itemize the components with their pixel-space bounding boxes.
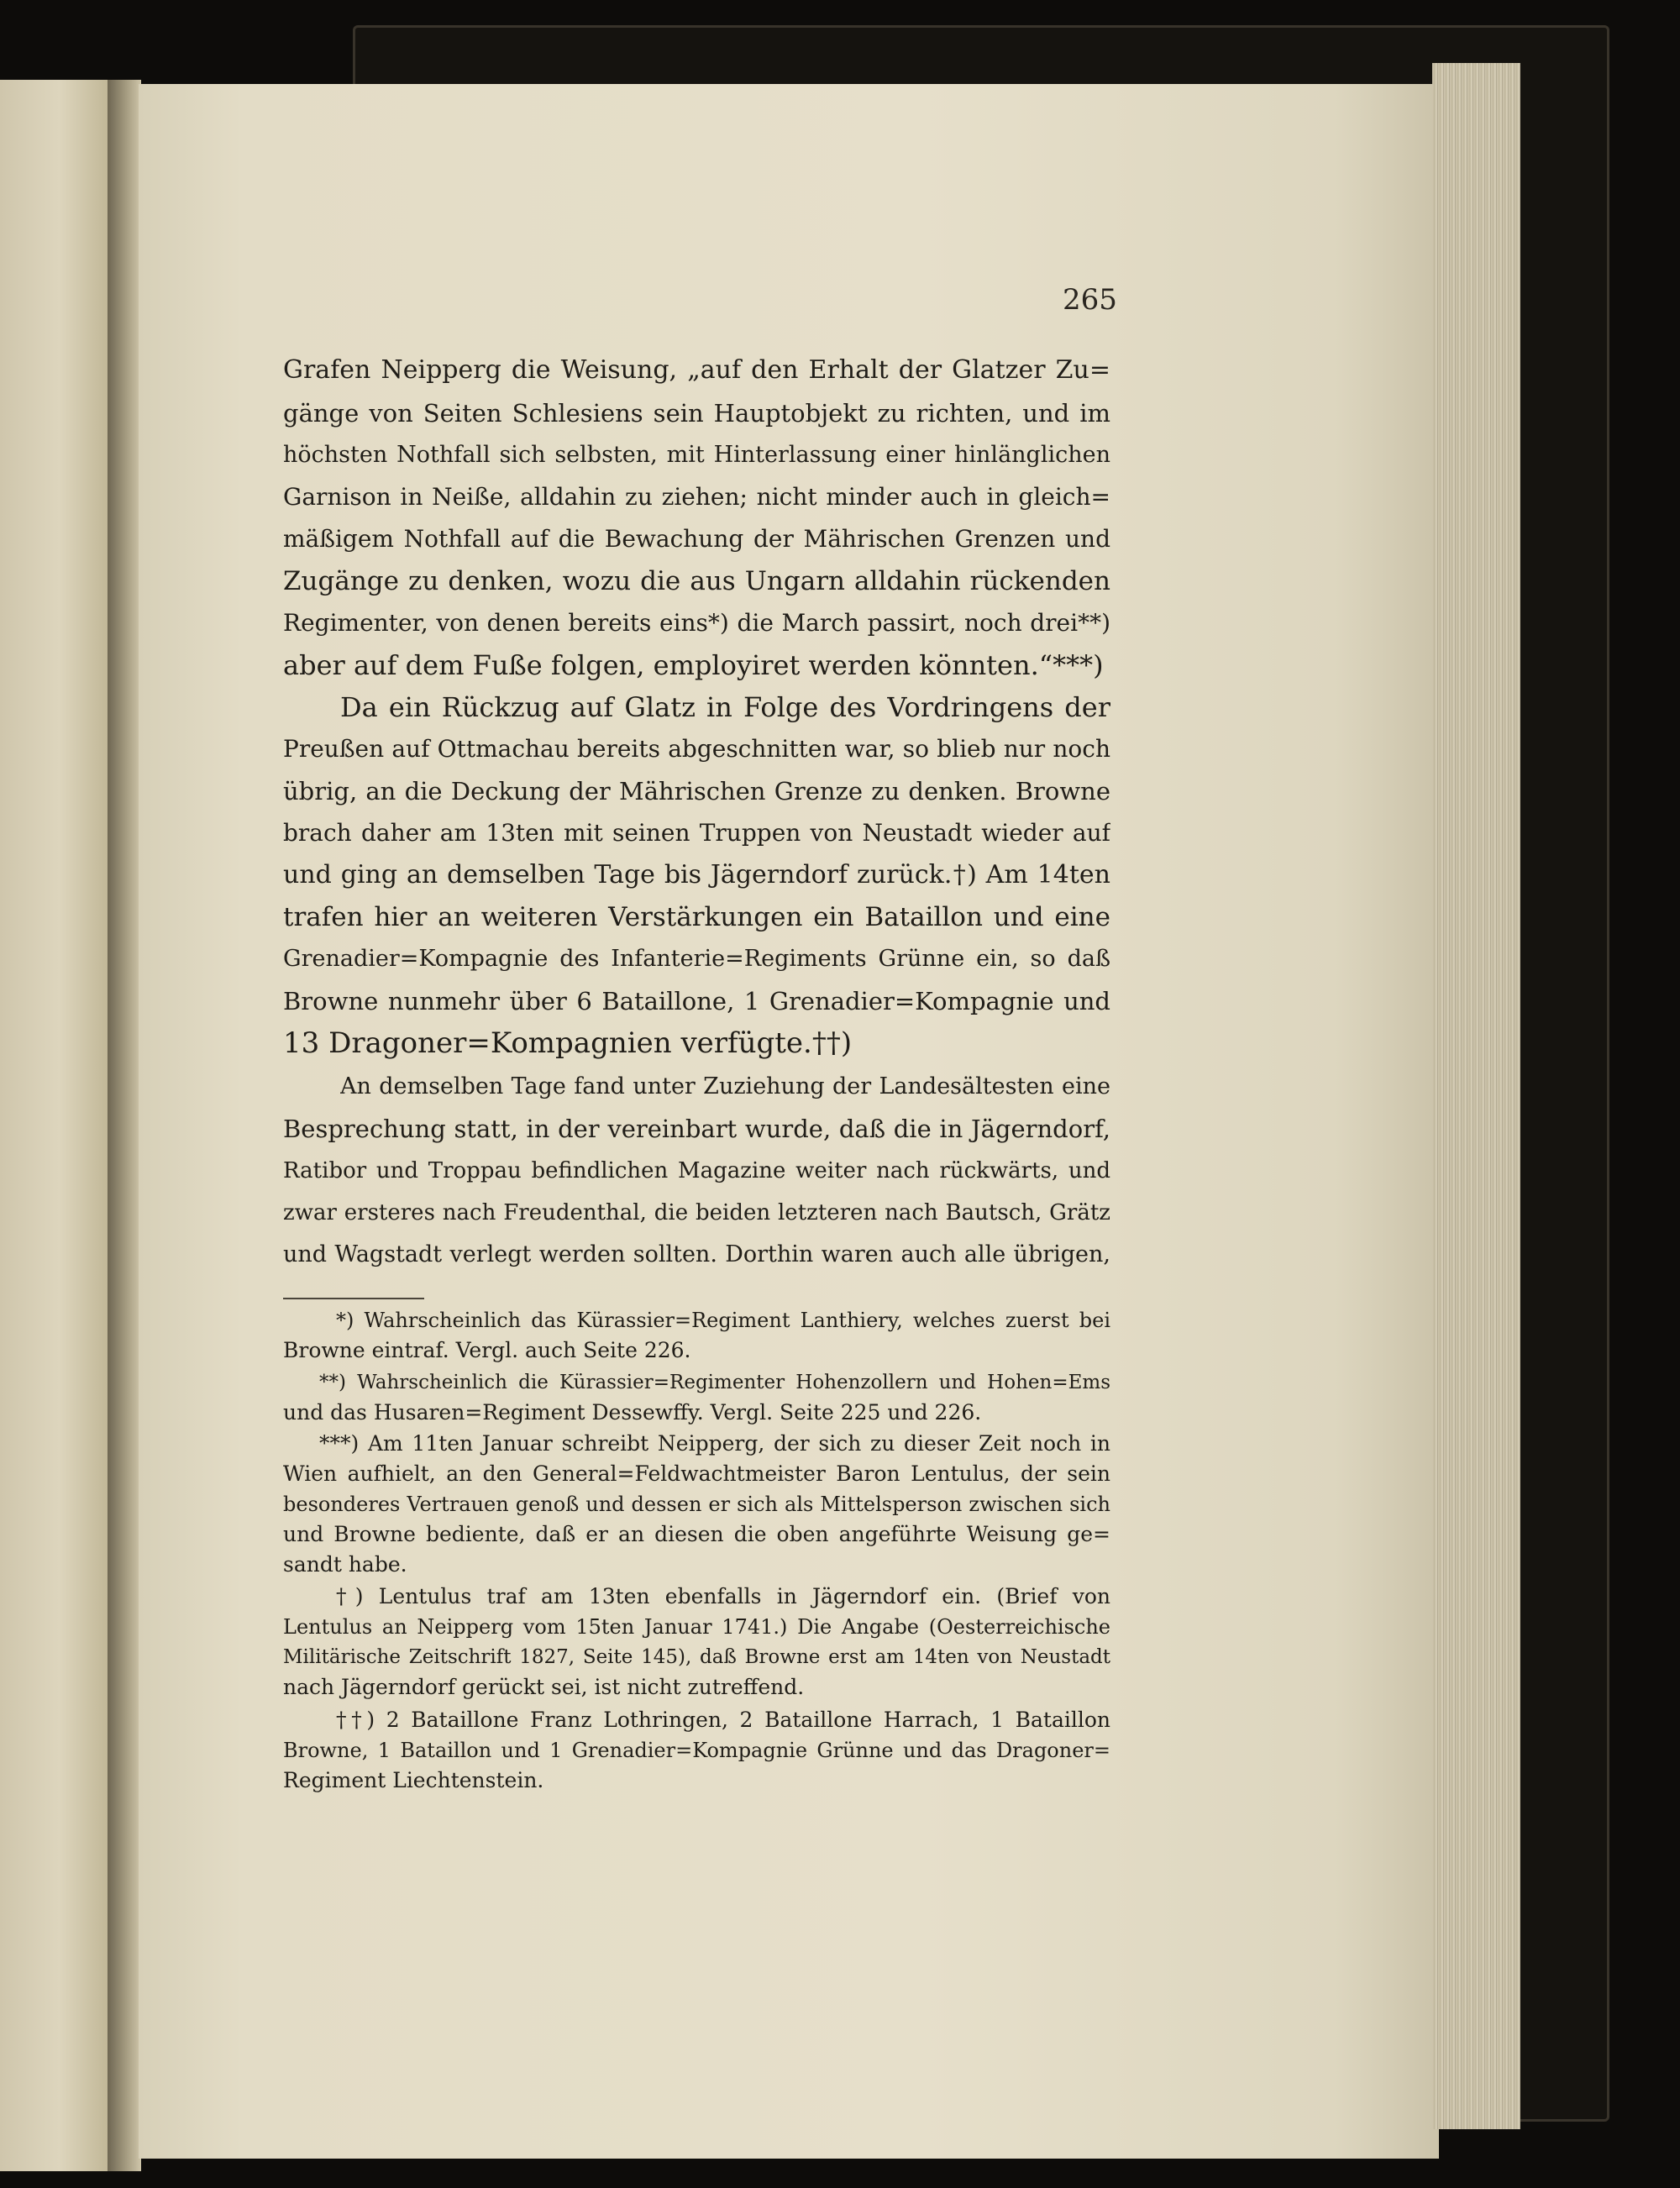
- footnote-line: und das Husaren=Regiment Dessewffy. Vergl. Seite 225 und 226.: [283, 1400, 982, 1425]
- body-line: Zugänge zu denken, wozu die aus Ungarn alldahin rückenden: [283, 566, 1110, 596]
- footnote-line: sandt habe.: [283, 1552, 407, 1577]
- footnote-line: Regiment Liechtenstein.: [283, 1768, 544, 1792]
- body-line: Besprechung statt, in der vereinbart wurde, daß die in Jägerndorf,: [283, 1115, 1110, 1143]
- body-line: aber auf dem Fuße folgen, employiret werden könnten.“***): [283, 649, 1104, 681]
- footnote-line: *) Wahrscheinlich das Kürassier=Regiment Lanthiery, welches zuerst bei: [336, 1309, 1110, 1332]
- body-line: Grafen Neipperg die Weisung, „auf den Erhalt der Glatzer Zu=: [283, 355, 1110, 385]
- footnote-line: ††) 2 Bataillone Franz Lothringen, 2 Bataillone Harrach, 1 Bataillon: [336, 1708, 1110, 1732]
- body-line: übrig, an die Deckung der Mährischen Grenze zu denken. Browne: [283, 777, 1110, 805]
- body-line: höchsten Nothfall sich selbsten, mit Hinterlassung einer hinlänglichen: [283, 442, 1110, 468]
- footnote-line: Browne, 1 Bataillon und 1 Grenadier=Kompagnie Grünne und das Dragoner=: [283, 1739, 1110, 1762]
- footnote-line: Wien aufhielt, an den General=Feldwachtmeister Baron Lentulus, der sein: [283, 1461, 1110, 1486]
- body-line: mäßigem Nothfall auf die Bewachung der Mährischen Grenzen und: [283, 525, 1110, 553]
- footnote-line: besonderes Vertrauen genoß und dessen er sich als Mittelsperson zwischen sich: [283, 1493, 1110, 1516]
- body-line: trafen hier an weiteren Verstärkungen ein Bataillon und eine: [283, 902, 1110, 932]
- footnote-line: Lentulus an Neipperg vom 15ten Januar 1741.) Die Angabe (Oesterreichische: [283, 1615, 1110, 1639]
- body-line: 13 Dragoner=Kompagnien verfügte.††): [283, 1026, 853, 1060]
- body-line: zwar ersteres nach Freudenthal, die beiden letzteren nach Bautsch, Grätz: [283, 1200, 1110, 1225]
- body-line: und ging an demselben Tage bis Jägerndorf zurück.†) Am 14ten: [283, 860, 1110, 889]
- footnote-line: Militärische Zeitschrift 1827, Seite 145), daß Browne erst am 14ten von Neustadt: [283, 1646, 1110, 1668]
- footnote-line: nach Jägerndorf gerückt sei, ist nicht zutreffend.: [283, 1675, 805, 1699]
- footnote-line: Browne eintraf. Vergl. auch Seite 226.: [283, 1338, 691, 1362]
- page-number: 265: [1063, 283, 1117, 317]
- left-page-edge: [0, 80, 108, 2171]
- footnote-line: †) Lentulus traf am 13ten ebenfalls in Jägerndorf ein. (Brief von: [336, 1584, 1110, 1608]
- body-line: Ratibor und Troppau befindlichen Magazine weiter nach rückwärts, und: [283, 1158, 1110, 1183]
- body-line: Garnison in Neiße, alldahin zu ziehen; nicht minder auch in gleich=: [283, 483, 1110, 511]
- page-edges: [1432, 63, 1520, 2129]
- footnote-line: ***) Am 11ten Januar schreibt Neipperg, der sich zu dieser Zeit noch in: [319, 1431, 1110, 1456]
- body-line: brach daher am 13ten mit seinen Truppen von Neustadt wieder auf: [283, 819, 1110, 847]
- footnote-line: **) Wahrscheinlich die Kürassier=Regimenter Hohenzollern und Hohen=Ems: [319, 1372, 1110, 1393]
- body-line: Da ein Rückzug auf Glatz in Folge des Vordringens der: [340, 691, 1110, 723]
- body-line: Regimenter, von denen bereits eins*) die March passirt, noch drei**): [283, 609, 1110, 637]
- body-line: Browne nunmehr über 6 Bataillone, 1 Grenadier=Kompagnie und: [283, 987, 1110, 1015]
- body-line: gänge von Seiten Schlesiens sein Hauptobjekt zu richten, und im: [283, 399, 1110, 428]
- footnote-rule: [283, 1298, 424, 1299]
- footnote-line: und Browne bediente, daß er an diesen die oben angeführte Weisung ge=: [283, 1522, 1110, 1546]
- body-line: Grenadier=Kompagnie des Infanterie=Regiments Grünne ein, so daß: [283, 946, 1110, 972]
- book-gutter: [108, 80, 141, 2171]
- body-line: Preußen auf Ottmachau bereits abgeschnitten war, so blieb nur noch: [283, 735, 1110, 763]
- body-line: und Wagstadt verlegt werden sollten. Dorthin waren auch alle übrigen,: [283, 1241, 1110, 1267]
- body-line: An demselben Tage fand unter Zuziehung der Landesältesten eine: [340, 1073, 1110, 1099]
